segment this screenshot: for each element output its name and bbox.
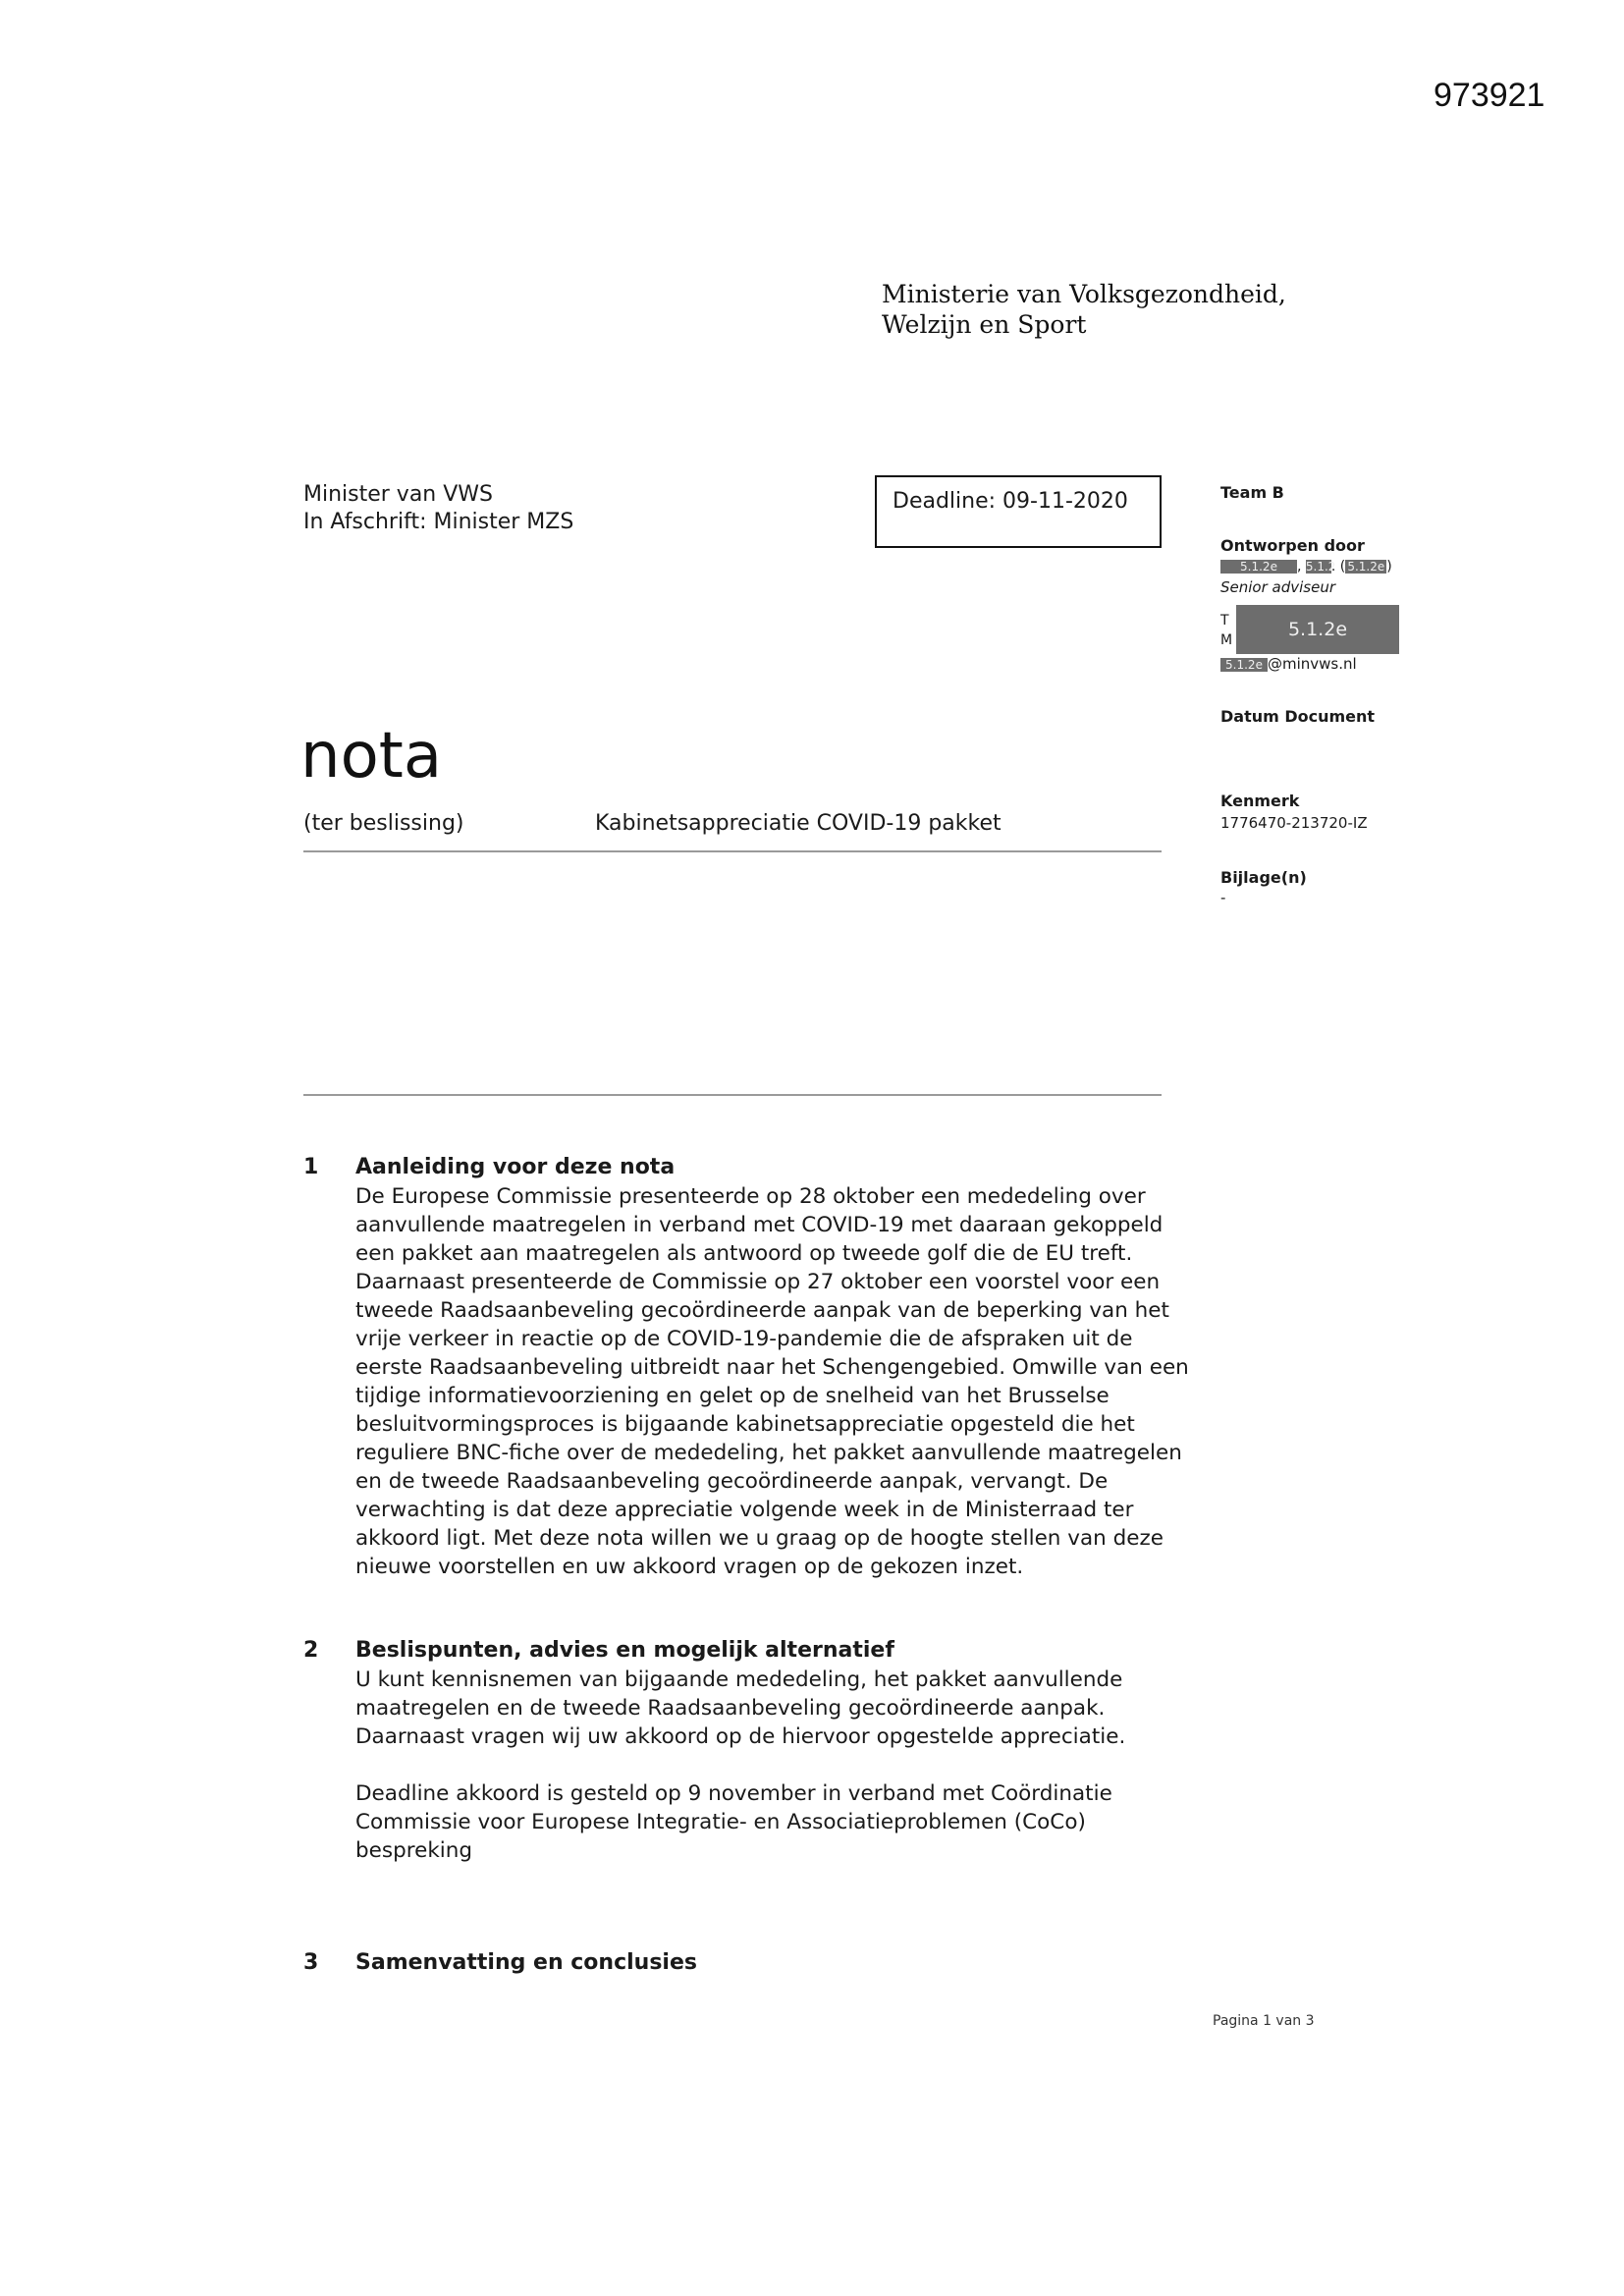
document-number: 973921 [1434, 77, 1545, 114]
document-type: (ter beslissing) [303, 811, 464, 836]
email-line [1220, 654, 1357, 674]
addressee-line-2: In Afschrift: Minister MZS [303, 510, 574, 534]
redacted-initials: 5.1.2 [1305, 559, 1336, 574]
section-3-number: 3 [303, 1950, 319, 1975]
date-document-label: Datum Document [1220, 707, 1376, 726]
page-number: Pagina 1 van 3 [1213, 2013, 1315, 2029]
section-2-heading: Beslispunten, advies en mogelijk alternatief [355, 1638, 894, 1663]
section-1-number: 1 [303, 1155, 319, 1179]
ministry-line-2: Welzijn en Sport [882, 310, 1087, 339]
section-1-body: De Europese Commissie presenteerde op 28 oktober een mededeling over aanvullende maatregelen in verband met COVID-19 met daaraan gekoppeld een pakket aan maatregelen als antwoord op tweede golf die de EU treft. Daarnaast presenteerde de Commissie op 27 oktober een voorstel voor een tweede Raadsaanbeveling gecoördineerde aanpak van de beperking van het vrije verkeer in reactie op de COVID-19-pandemie die de afspraken uit de eerste Raadsaanbeveling uitbreidt naar het Schengengebied. Omwille van een tijdige informatievoorziening en gelet op de snelheid van het Brusselse besluitvormingsproces is bijgaande kabinetsappreciatie opgesteld die het reguliere BNC-fiche over de mededeling, het pakket aanvullende maatregelen en de tweede Raadsaanbeveling gecoördineerde aanpak, vervangt. De verwachting is dat deze appreciatie volgende week in de Ministerraad ter akkoord ligt. Met deze nota willen we u graag op de hoogte stellen van deze nieuwe voorstellen en uw akkoord vragen op de gekozen inzet. [355, 1184, 1189, 1579]
addressee-block [303, 481, 573, 536]
reference-value: 1776470-213720-IZ [1220, 814, 1368, 832]
mobile-letter: M [1220, 632, 1233, 648]
redacted-code: 5.1.2e [1345, 560, 1386, 574]
addressee-line-1: Minister van VWS [303, 482, 494, 507]
deadline-box: Deadline: 09-11-2020 [875, 475, 1162, 548]
email-domain: @minvws.nl [1268, 655, 1357, 673]
designer-redactions: 5.1.2e , 5.1.2. ( 5.1.2e ) [1220, 556, 1392, 576]
document-subject: Kabinetsappreciatie COVID-19 pakket [595, 811, 1001, 836]
redacted-email-user: 5.1.2e [1220, 658, 1268, 672]
attachments-label: Bijlage(n) [1220, 868, 1307, 887]
document-title: nota [300, 720, 443, 793]
attachments-value: - [1220, 889, 1226, 906]
section-2-body: U kunt kennisnemen van bijgaande mededeling, het pakket aanvullende maatregelen en de tweede Raadsaanbeveling gecoördineerde aanpak. Daarnaast vragen wij uw akkoord op de hiervoor opgestelde appreciatie. [355, 1667, 1126, 1749]
ministry-line-1: Ministerie van Volksgezondheid, [882, 280, 1286, 308]
section-3-heading: Samenvatting en conclusies [355, 1950, 697, 1975]
role-label: Senior adviseur [1220, 578, 1336, 596]
redacted-name: 5.1.2e [1220, 560, 1297, 574]
ministry-logo-text [882, 279, 1286, 340]
section-2-body-deadline: Deadline akkoord is gesteld op 9 november in verband met Coördinatie Commissie voor Europese Integratie- en Associatieproblemen (CoCo) bespreking [355, 1781, 1112, 1863]
phone-letter: T [1220, 613, 1229, 629]
section-1-heading: Aanleiding voor deze nota [355, 1155, 676, 1179]
section-2-number: 2 [303, 1638, 319, 1663]
header-divider [303, 850, 1162, 852]
redacted-contact-block: 5.1.2e [1236, 605, 1399, 654]
designed-by-label: Ontworpen door [1220, 536, 1365, 555]
reference-label: Kenmerk [1220, 792, 1300, 810]
summary-divider [303, 1094, 1162, 1096]
team-label: Team B [1220, 483, 1284, 502]
